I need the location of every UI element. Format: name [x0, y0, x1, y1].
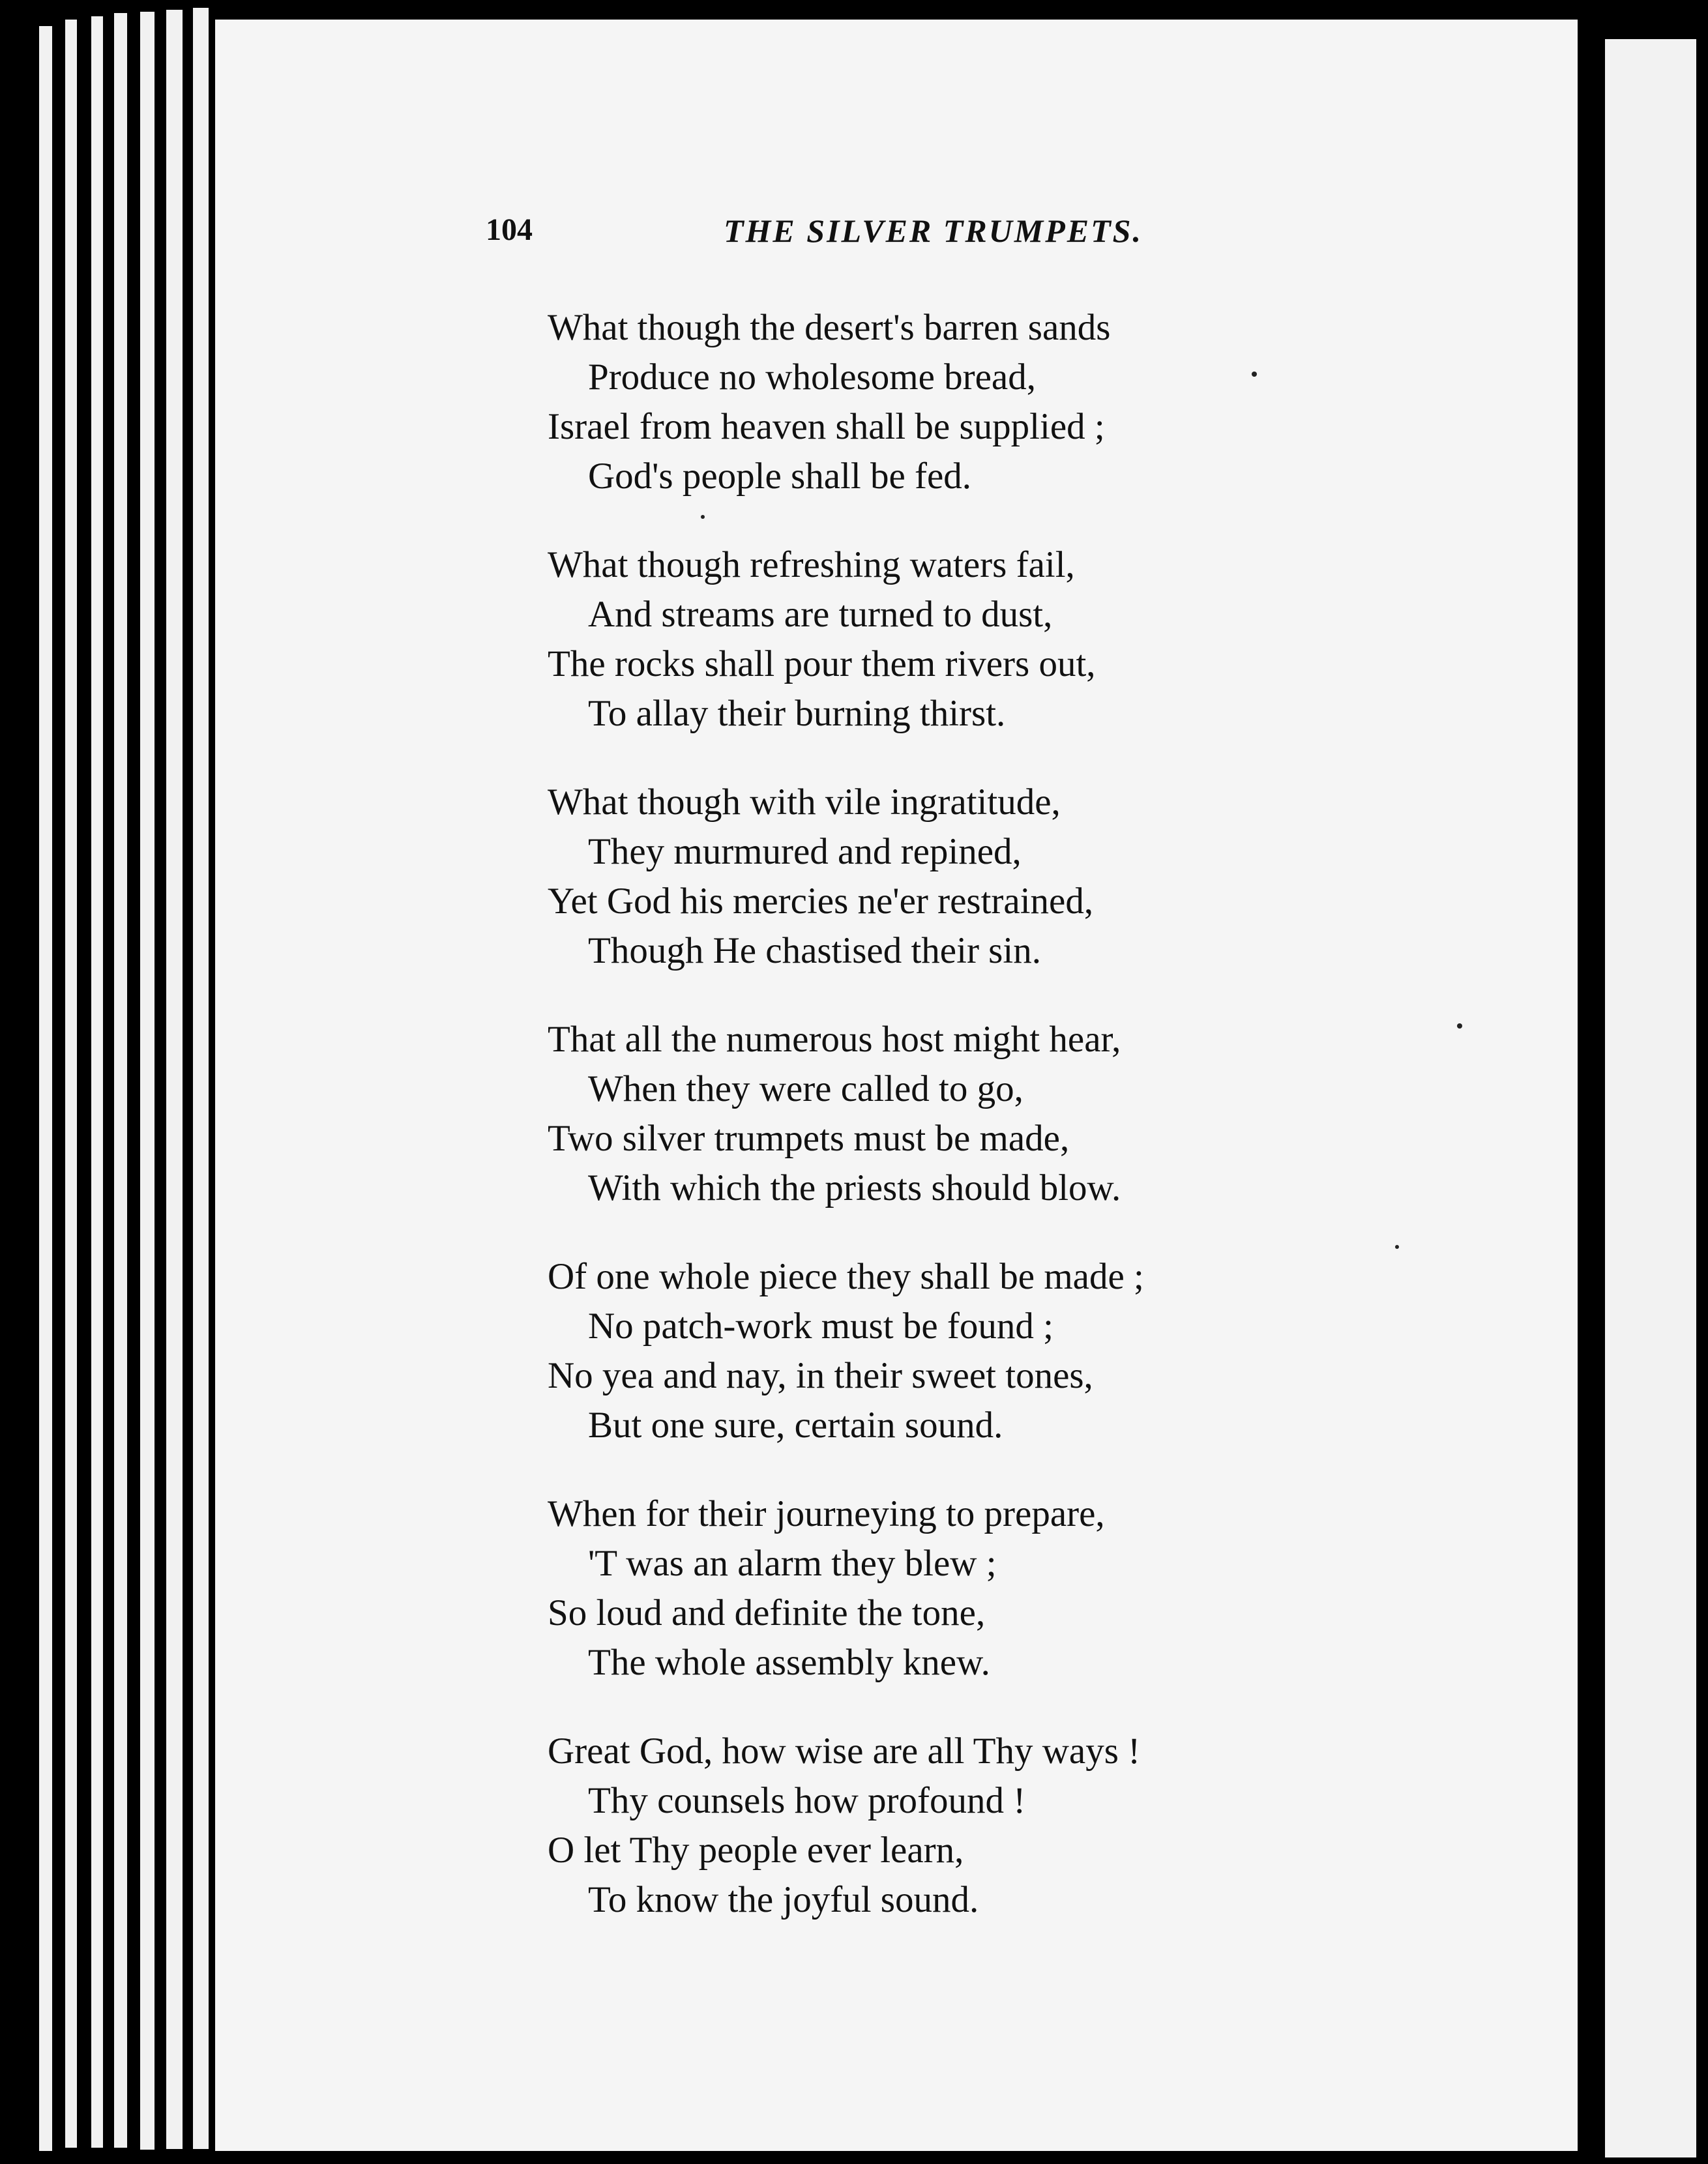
verse-line: To allay their burning thirst. — [588, 693, 1006, 734]
page-edge-1 — [39, 26, 52, 2151]
verse-line: They murmured and repined, — [588, 831, 1022, 872]
verse-line: 'T was an alarm they blew ; — [588, 1543, 997, 1584]
page-number: 104 — [486, 212, 533, 247]
page-edge-4 — [114, 13, 127, 2148]
scan-speck — [1457, 1023, 1462, 1029]
verse-line: But one sure, certain sound. — [588, 1405, 1003, 1446]
verse-line: With which the priests should blow. — [588, 1167, 1121, 1208]
stanza — [548, 1252, 1278, 1450]
verse-line: And streams are turned to dust, — [588, 594, 1053, 635]
verse-line: Israel from heaven shall be supplied ; — [548, 406, 1105, 447]
verse-line: The whole assembly knew. — [588, 1642, 990, 1683]
facing-page-edge — [1605, 39, 1696, 2157]
page-edge-2 — [65, 20, 77, 2148]
stanza — [548, 778, 1278, 976]
stanza — [548, 303, 1278, 501]
stanza — [548, 1489, 1278, 1688]
verse-line: To know the joyful sound. — [588, 1879, 979, 1920]
verse-line: Two silver trumpets must be made, — [548, 1118, 1070, 1159]
verse-line: Yet God his mercies ne'er restrained, — [548, 881, 1094, 922]
verse-line: Produce no wholesome bread, — [588, 357, 1036, 398]
running-title: THE SILVER TRUMPETS. — [724, 212, 1143, 249]
running-header — [486, 212, 1203, 264]
page-edge-6 — [166, 10, 183, 2149]
stanza — [548, 1727, 1278, 1925]
verse-line: O let Thy people ever learn, — [548, 1830, 964, 1871]
verse-line: No patch-work must be found ; — [588, 1306, 1053, 1347]
verse-line: Of one whole piece they shall be made ; — [548, 1256, 1144, 1297]
poem — [548, 303, 1278, 1964]
verse-line: When for their journeying to prepare, — [548, 1493, 1105, 1534]
page-edge-7 — [193, 8, 209, 2149]
verse-line: When they were called to go, — [588, 1068, 1023, 1109]
verse-line: What though with vile ingratitude, — [548, 782, 1061, 823]
stanza — [548, 540, 1278, 738]
verse-line: Though He chastised their sin. — [588, 930, 1041, 971]
scan-speck — [1395, 1245, 1399, 1249]
verse-line: What though refreshing waters fail, — [548, 544, 1075, 585]
verse-line: Great God, how wise are all Thy ways ! — [548, 1731, 1141, 1772]
verse-line: What though the desert's barren sands — [548, 307, 1111, 348]
verse-line: Thy counsels how profound ! — [588, 1780, 1026, 1821]
verse-line: That all the numerous host might hear, — [548, 1019, 1121, 1060]
verse-line: The rocks shall pour them rivers out, — [548, 643, 1096, 684]
verse-line: No yea and nay, in their sweet tones, — [548, 1355, 1093, 1396]
page-edge-5 — [140, 12, 155, 2150]
verse-line: God's people shall be fed. — [588, 456, 972, 497]
verse-line: So loud and definite the tone, — [548, 1592, 986, 1633]
page-edge-3 — [91, 16, 103, 2148]
stanza — [548, 1015, 1278, 1213]
